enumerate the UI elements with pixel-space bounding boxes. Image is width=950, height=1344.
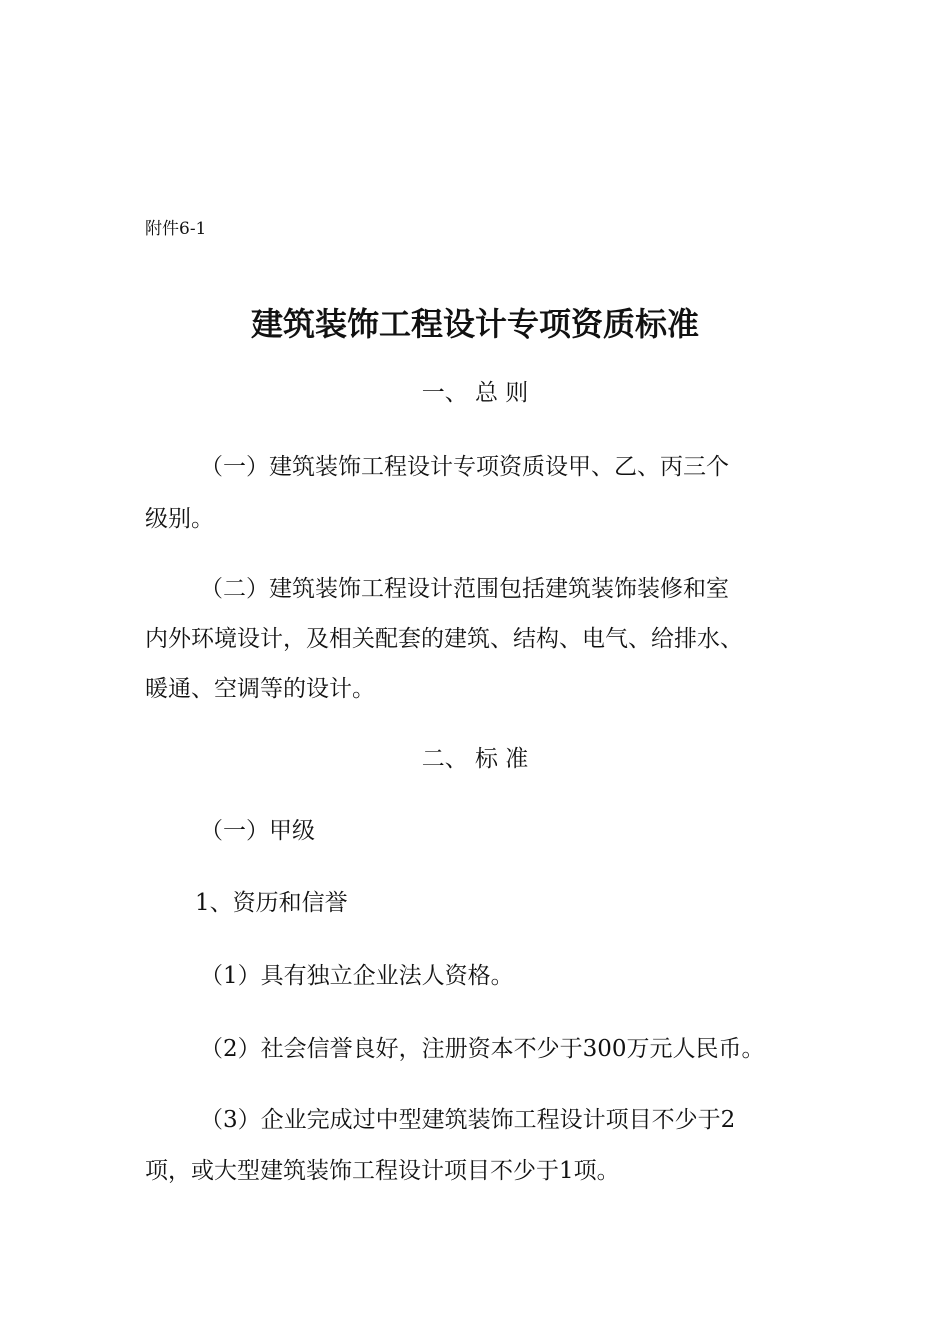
item-qualification-credit: 1、资历和信誉 <box>195 890 348 916</box>
paragraph-scope-line-3: 暖通、空调等的设计。 <box>145 676 375 702</box>
paragraph-levels-line-2: 级别。 <box>145 506 214 532</box>
paragraph-levels-line-1: （一）建筑装饰工程设计专项资质设甲、乙、丙三个 <box>200 454 729 480</box>
grade-a-heading: （一）甲级 <box>200 818 315 844</box>
paragraph-scope-line-2: 内外环境设计，及相关配套的建筑、结构、电气、给排水、 <box>145 626 743 652</box>
sub-item-3-line-1: （3）企业完成过中型建筑装饰工程设计项目不少于2 <box>200 1107 736 1133</box>
sub-item-2: （2）社会信誉良好，注册资本不少于300万元人民币。 <box>200 1036 765 1062</box>
annex-label: 附件6-1 <box>145 219 207 239</box>
section-heading-standards: 二、 标 准 <box>421 746 529 772</box>
paragraph-scope-line-1: （二）建筑装饰工程设计范围包括建筑装饰装修和室 <box>200 576 729 602</box>
sub-item-3-line-2: 项，或大型建筑装饰工程设计项目不少于1项。 <box>145 1158 620 1184</box>
sub-item-1: （1）具有独立企业法人资格。 <box>200 963 514 989</box>
section-heading-general: 一、 总 则 <box>421 380 529 406</box>
document-title: 建筑装饰工程设计专项资质标准 <box>250 305 699 343</box>
